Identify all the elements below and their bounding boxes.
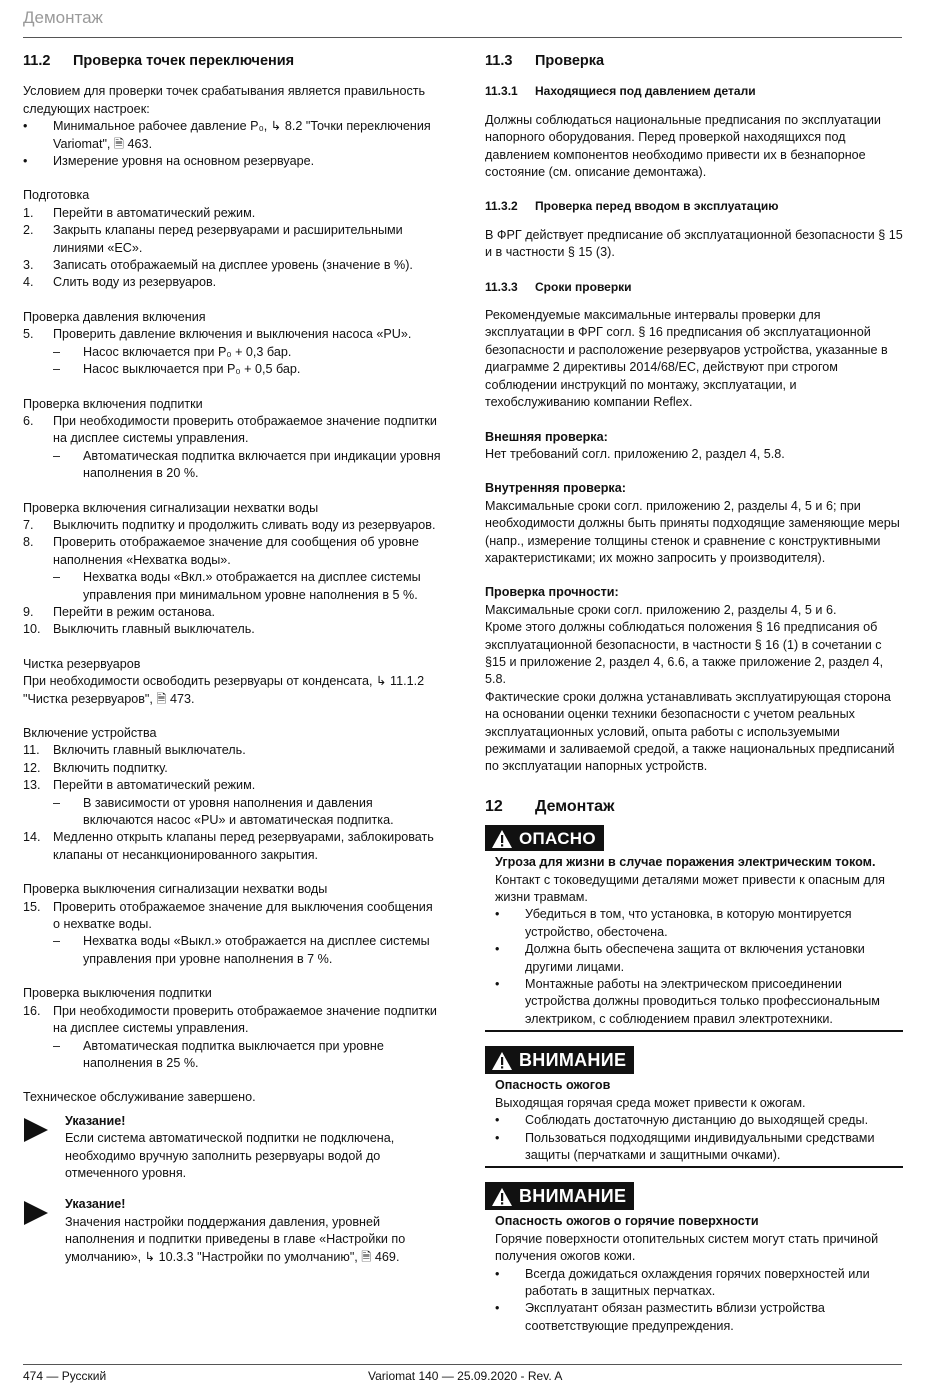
list-text: Перейти в режим останова.	[53, 604, 216, 619]
strength-check-title: Проверка прочности:	[485, 585, 619, 600]
list-number: 11.	[23, 743, 40, 758]
left-column	[23, 46, 441, 1266]
list-item	[23, 257, 441, 274]
dash-item	[53, 448, 441, 483]
note-box	[23, 1196, 441, 1266]
section-title: Проверка	[535, 53, 605, 69]
list-text: При необходимости проверить отображаемое значение подпитки на дисплее системы управления.	[53, 1003, 437, 1036]
list-text: Проверить отображаемое значение для выключения сообщения о нехватке воды.	[53, 899, 433, 932]
list-item	[23, 517, 441, 534]
bullet-text: Эксплуатант обязан разместить вблизи устройства соответствующие предупреждения.	[525, 1301, 825, 1333]
subsection-text: Должны соблюдаться национальные предписания по эксплуатации напорного оборудования. Перед проверкой находящихся под давлением компонентов необходимо привести их в безнапорное состояние (см. описание демонтажа).	[485, 112, 881, 180]
list-text: Записать отображаемый на дисплее уровень (значение в %).	[53, 258, 413, 273]
warning-triangle-icon	[491, 1187, 513, 1207]
list-item	[23, 326, 441, 343]
bullet-mark: •	[495, 1113, 500, 1128]
caution-title: Опасность ожогов	[495, 1078, 611, 1093]
makeup-title: Проверка включения подпитки	[23, 396, 203, 411]
dash-text: В зависимости от уровня наполнения и давления включаются насос «PU» и автоматическая подпитка.	[83, 795, 394, 828]
list-number: 9.	[23, 604, 34, 619]
note-text: Значения настройки поддержания давления, уровней наполнения и подпитки приведены в главе «Настройки по умолчанию», ↳ 10.3.3 "Настройки по умолчанию", 🗎 469.	[65, 1214, 406, 1264]
running-header: Демонтаж	[23, 8, 103, 27]
list-number: 13.	[23, 778, 41, 793]
list-item	[23, 760, 441, 777]
list-text: Выключить главный выключатель.	[53, 622, 255, 637]
chapter-heading-12	[485, 798, 903, 815]
caution-block	[485, 1182, 903, 1335]
page-number: 474 — Русский	[23, 1369, 107, 1383]
bullet-item	[495, 906, 903, 941]
strength-check-text: Фактические сроки должна устанавливать эксплуатирующая сторона на основании оценки техники безопасности с учетом реальных эксплуатационных условий, опыта работы с используемыми режимами и заливаемой средой, а также национальных предписаний по эксплуатации напорных устройств.	[485, 689, 895, 774]
dash-text: Автоматическая подпитка включается при индикации уровня наполнения в 20 %.	[83, 448, 441, 481]
list-item	[23, 413, 441, 448]
bullet-text: Всегда дожидаться охлаждения горячих поверхностей или работать в защитных перчатках.	[525, 1266, 870, 1298]
note-text: Если система автоматической подпитки не подключена, необходимо вручную заполнить резервуары водой до отмеченного уровня.	[65, 1131, 395, 1180]
bullet-text: Минимальное рабочее давление P₀, ↳ 8.2 "Точки переключения Variomat", 🗎 463.	[53, 119, 431, 151]
subsection-number: 11.3.1	[485, 84, 518, 99]
section-number: 11.3	[485, 53, 513, 69]
bullet-item	[495, 976, 903, 1028]
bullet-mark: •	[495, 1130, 500, 1145]
caution-badge-label: ВНИМАНИЕ	[519, 1186, 627, 1207]
internal-check-title: Внутренняя проверка:	[485, 481, 626, 496]
subsection-heading	[485, 279, 903, 296]
dash-mark: –	[53, 570, 61, 585]
list-number: 4.	[23, 275, 34, 290]
startup-title: Включение устройства	[23, 726, 157, 740]
list-item	[23, 205, 441, 222]
strength-check-text: Максимальные сроки согл. приложению 2, разделы 4, 5 и 6.	[485, 602, 837, 617]
list-item	[23, 899, 441, 934]
note-title: Указание!	[65, 1197, 126, 1212]
internal-check-text: Максимальные сроки согл. приложению 2, разделы 4, 5 и 6; при необходимости должны быть приняты подходящие заменяющие меры (напр., измерение толщины стенок и сравнение с конструктивными характеристиками; их можно запросить у производителя).	[485, 498, 900, 565]
caution-block	[485, 1046, 903, 1168]
bullet-mark: •	[495, 907, 500, 922]
list-item	[23, 829, 441, 864]
bullet-mark: •	[495, 977, 500, 992]
caution-title: Опасность ожогов о горячие поверхности	[495, 1214, 759, 1229]
list-number: 15.	[23, 899, 41, 914]
list-number: 14.	[23, 830, 41, 845]
caution-text: Выходящая горячая среда может привести к ожогам.	[495, 1095, 806, 1110]
play-triangle-icon	[23, 1113, 65, 1183]
note-title: Указание!	[65, 1113, 126, 1128]
list-text: Закрыть клапаны перед резервуарами и расширительными линиями «EC».	[53, 223, 403, 255]
list-number: 2.	[23, 223, 34, 238]
list-number: 12.	[23, 760, 41, 775]
footer-rule	[23, 1364, 902, 1365]
subsection-heading	[485, 83, 903, 100]
list-item	[23, 534, 441, 569]
list-number: 8.	[23, 535, 34, 550]
note-box	[23, 1113, 441, 1183]
bullet-item	[23, 118, 441, 153]
list-number: 6.	[23, 413, 34, 428]
subsection-title: Сроки проверки	[535, 279, 632, 294]
warning-rule	[485, 1030, 903, 1032]
prep-title: Подготовка	[23, 188, 90, 203]
subsection-number: 11.3.2	[485, 199, 518, 214]
dash-mark: –	[53, 344, 61, 359]
list-text: Перейти в автоматический режим.	[53, 205, 256, 220]
subsection-heading	[485, 198, 903, 215]
list-number: 16.	[23, 1003, 41, 1018]
section-heading-11-2	[23, 53, 441, 70]
dash-item	[53, 361, 441, 378]
external-check-title: Внешняя проверка:	[485, 429, 608, 444]
dash-text: Автоматическая подпитка выключается при уровне наполнения в 25 %.	[83, 1038, 384, 1070]
bullet-text: Монтажные работы на электрическом присоединении устройства должны проводиться только профессиональным электриком, с соблюдением правил электротехники.	[525, 977, 880, 1026]
list-text: Включить главный выключатель.	[53, 743, 246, 758]
caution-text: Горячие поверхности отопительных систем могут стать причиной получения ожогов кожи.	[495, 1231, 879, 1264]
caution-badge	[485, 1182, 634, 1210]
bullet-text: Убедиться в том, что установка, в которую монтируется устройство, обесточена.	[525, 907, 852, 939]
list-number: 10.	[23, 622, 41, 637]
caution-badge-label: ВНИМАНИЕ	[519, 1050, 627, 1071]
cleaning-title: Чистка резервуаров	[23, 656, 141, 671]
subsection-number: 11.3.3	[485, 279, 518, 294]
caution-badge	[485, 1046, 634, 1074]
bullet-item	[23, 153, 441, 170]
dash-item	[53, 1038, 441, 1073]
section-heading-11-3	[485, 53, 903, 70]
bullet-text: Пользоваться подходящими индивидуальными средствами защиты (перчатками и защитными очками).	[525, 1130, 875, 1162]
bullet-mark: •	[495, 942, 500, 957]
chapter-number: 12	[485, 797, 503, 815]
subsection-text: Рекомендуемые максимальные интервалы проверки для эксплуатации в ФРГ согл. § 16 предписания об эксплуатационной безопасности и расположение резервуаров устройства, указанные в диаграмме 2 директивы 2014/68/EC, действуют при строгом соблюдении инструкций по монтажу, эксплуатации, и техобслуживанию компании Reflex.	[485, 308, 888, 410]
lowwater-off-title: Проверка выключения сигнализации нехватки воды	[23, 882, 328, 897]
bullet-item	[495, 1266, 903, 1301]
danger-badge	[485, 825, 604, 851]
right-column	[485, 46, 903, 1335]
dash-mark: –	[53, 934, 61, 949]
list-text: Медленно открыть клапаны перед резервуарами, заблокировать клапаны от несанкционированного закрытия.	[53, 830, 434, 862]
bullet-item	[495, 1300, 903, 1335]
lowwater-title: Проверка включения сигнализации нехватки воды	[23, 500, 319, 515]
play-triangle-icon	[23, 1196, 65, 1266]
list-number: 3.	[23, 258, 34, 273]
document-info: Variomat 140 — 25.09.2020 - Rev. A	[368, 1369, 563, 1383]
maintenance-done-text: Техническое обслуживание завершено.	[23, 1090, 256, 1105]
list-text: Слить воду из резервуаров.	[53, 275, 217, 290]
dash-item	[53, 933, 441, 968]
dash-item	[53, 344, 441, 361]
bullet-mark: •	[23, 154, 28, 169]
bullet-text: Должна быть обеспечена защита от включения установки другими лицами.	[525, 942, 865, 974]
bullet-item	[495, 1112, 903, 1129]
cleaning-text: При необходимости освободить резервуары от конденсата, ↳ 11.1.2 "Чистка резервуаров", 🗎 473.	[23, 674, 425, 706]
list-text: При необходимости проверить отображаемое значение подпитки на дисплее системы управления.	[53, 413, 437, 446]
warning-rule	[485, 1166, 903, 1168]
warning-triangle-icon	[491, 829, 513, 849]
list-number: 1.	[23, 205, 34, 220]
subsection-title: Проверка перед вводом в эксплуатацию	[535, 199, 779, 214]
makeup-off-title: Проверка выключения подпитки	[23, 986, 212, 1001]
bullet-mark: •	[495, 1301, 500, 1316]
bullet-text: Соблюдать достаточную дистанцию до выходящей среды.	[525, 1113, 869, 1128]
chapter-title: Демонтаж	[535, 797, 615, 815]
subsection-text: В ФРГ действует предписание об эксплуатационной безопасности § 15 и в частности § 15 (3).	[485, 227, 903, 260]
list-item	[23, 621, 441, 638]
dash-text: Нехватка воды «Выкл.» отображается на дисплее системы управления при уровне наполнения в 7 %.	[83, 934, 430, 966]
list-item	[23, 604, 441, 621]
dash-item	[53, 795, 441, 830]
list-text: Перейти в автоматический режим.	[53, 778, 256, 793]
bullet-mark: •	[495, 1266, 500, 1281]
intro-text: Условием для проверки точек срабатывания является правильность следующих настроек:	[23, 84, 426, 116]
danger-badge-label: ОПАСНО	[519, 829, 596, 849]
list-text: Выключить подпитку и продолжить сливать воду из резервуаров.	[53, 517, 436, 532]
subsection-title: Находящиеся под давлением детали	[535, 84, 756, 99]
dash-text: Насос выключается при P₀ + 0,5 бар.	[83, 362, 301, 377]
dash-mark: –	[53, 362, 61, 377]
warning-triangle-icon	[491, 1051, 513, 1071]
bullet-item	[495, 941, 903, 976]
external-check-text: Нет требований согл. приложению 2, раздел 4, 5.8.	[485, 446, 785, 461]
danger-text: Контакт с токоведущими деталями может привести к опасным для жизни травмам.	[495, 872, 885, 905]
list-item	[23, 742, 441, 759]
header-rule	[23, 37, 902, 38]
list-item	[23, 777, 441, 794]
list-item	[23, 274, 441, 291]
danger-title: Угроза для жизни в случае поражения электрическим током.	[495, 855, 876, 870]
pressure-title: Проверка давления включения	[23, 309, 206, 324]
list-number: 7.	[23, 517, 34, 532]
section-number: 11.2	[23, 53, 51, 69]
list-text: Проверить отображаемое значение для сообщения об уровне наполнения «Нехватка воды».	[53, 535, 419, 567]
dash-text: Насос включается при P₀ + 0,3 бар.	[83, 344, 292, 359]
dash-mark: –	[53, 795, 61, 810]
list-item	[23, 1003, 441, 1038]
dash-mark: –	[53, 448, 61, 463]
list-item	[23, 222, 441, 257]
list-text: Включить подпитку.	[53, 760, 168, 775]
list-text: Проверить давление включения и выключения насоса «PU».	[53, 327, 412, 342]
strength-check-text: Кроме этого должны соблюдаться положения § 16 предписания об эксплуатационной безопасности, в частности § 16 (1) в сочетании с §15 и приложение 2, раздел 4, 6.6, а также приложение 2, раздел 4, 5.8.	[485, 620, 884, 687]
danger-block	[485, 825, 903, 1032]
bullet-text: Измерение уровня на основном резервуаре.	[53, 154, 315, 169]
dash-text: Нехватка воды «Вкл.» отображается на дисплее системы управления при минимальном уровне наполнения в 5 %.	[83, 570, 421, 602]
bullet-mark: •	[23, 119, 28, 134]
dash-mark: –	[53, 1038, 61, 1053]
bullet-item	[495, 1130, 903, 1165]
dash-item	[53, 569, 441, 604]
section-title: Проверка точек переключения	[73, 53, 295, 69]
list-number: 5.	[23, 327, 34, 342]
